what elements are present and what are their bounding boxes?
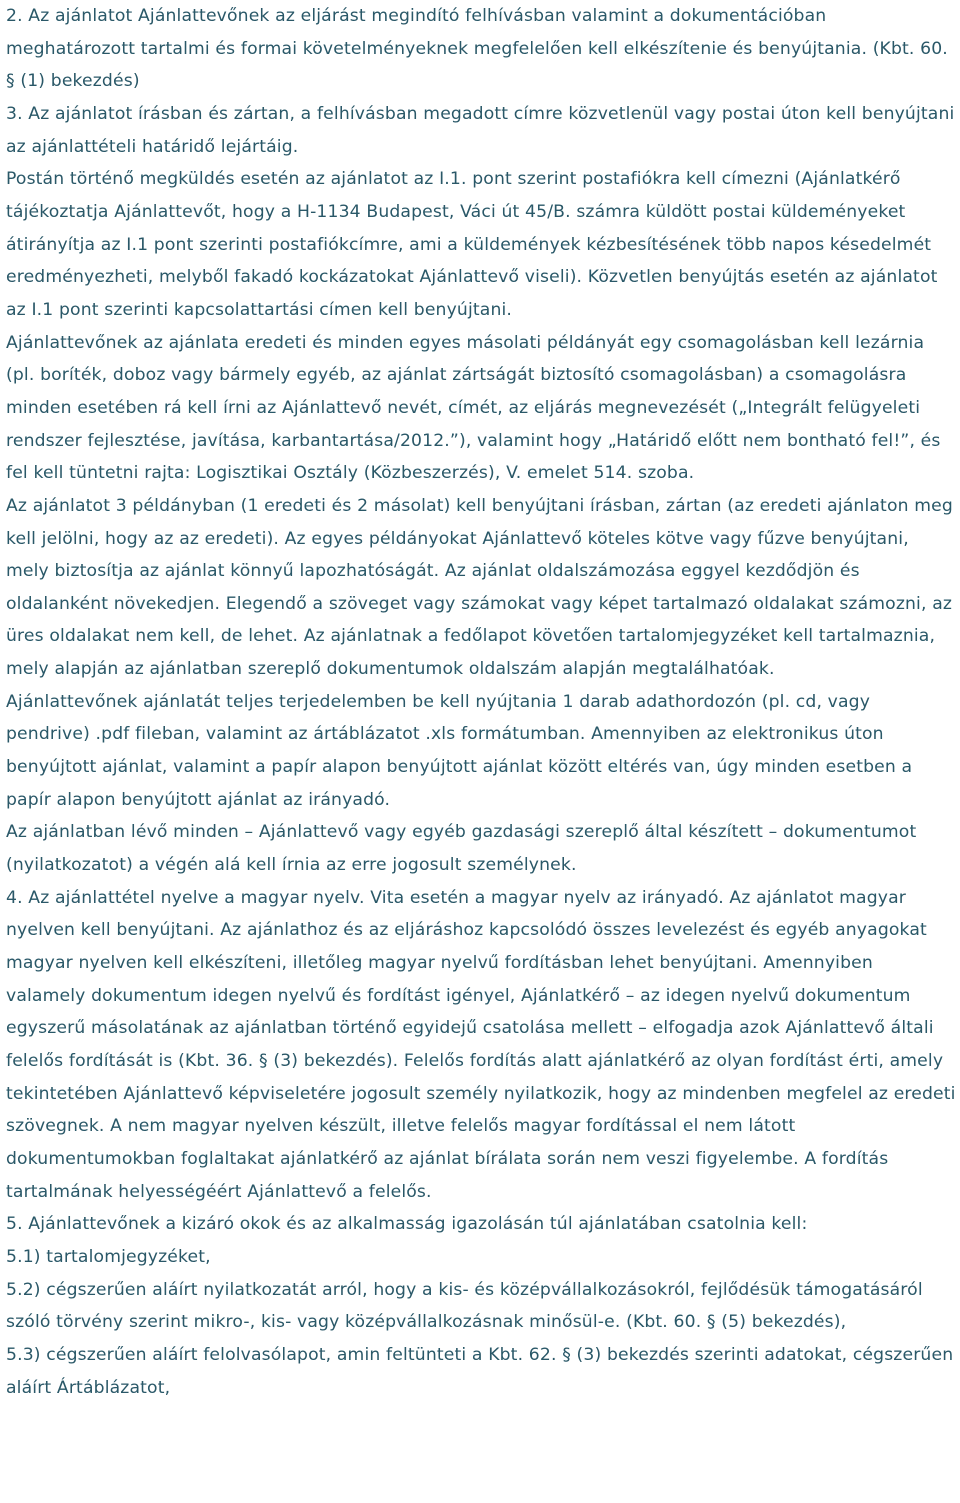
paragraph-6: Ajánlattevőnek ajánlatát teljes terjedelemben be kell nyújtania 1 darab adathordozón (pl. cd, vagy pendrive) .pdf fileban, valamint az ártáblázatot .xls formátumban. Amennyiben az elektronikus úton benyújtott ajánlat, valamint a papír alapon benyújtott ajánlat között eltérés van, úgy minden esetben a papír alapon benyújtott ajánlat az irányadó.	[6, 691, 913, 810]
paragraph-3: Postán történő megküldés esetén az ajánlatot az I.1. pont szerint postafiókra kell címezni (Ajánlatkérő tájékoztatja Ajánlattevőt, hogy a H-1134 Budapest, Váci út 45/B. számra küldött postai küldeményeket átirányítja az I.1 pont szerinti postafiókcímre, ami a küldemények kézbesítésének több napos késedelmét eredményezheti, melyből fakadó kockázatokat Ajánlattevő viseli). Közvetlen benyújtás esetén az ajánlatot az I.1 pont szerinti kapcsolattartási címen kell benyújtani.	[6, 169, 938, 320]
paragraph-8: 4. Az ajánlattétel nyelve a magyar nyelv. Vita esetén a magyar nyelv az irányadó. Az ajánlatot magyar nyelven kell benyújtani. Az ajánlathoz és az eljáráshoz kapcsolódó összes levelezést és egyéb anyagokat magyar nyelven kell elkészíteni, illetőleg magyar nyelvű fordításban lehet benyújtani. Amennyiben valamely dokumentum idegen nyelvű és fordítást igényel, Ajánlatkérő – az idegen nyelvű dokumentum egyszerű másolatának az ajánlatban történő egyidejű csatolása mellett – elfogadja azok Ajánlattevő általi felelős fordítását is (Kbt. 36. § (3) bekezdés). Felelős fordítás alatt ajánlatkérő az olyan fordítást érti, amely tekintetében Ajánlattevő képviseletére jogosult személy nyilatkozik, hogy az mindenben megfelel az eredeti szövegnek. A nem magyar nyelven készült, illetve felelős magyar fordítással el nem látott dokumentumokban foglaltakat ajánlatkérő az ajánlat bírálata során nem veszi figyelembe. A fordítás tartalmának helyességéért Ajánlattevő a felelős.	[6, 887, 956, 1202]
document-body	[6, 0, 956, 1404]
paragraph-12: 5.3) cégszerűen aláírt felolvasólapot, amin feltünteti a Kbt. 62. § (3) bekezdés szerinti adatokat, cégszerűen aláírt Ártáblázatot,	[6, 1344, 954, 1398]
paragraph-4: Ajánlattevőnek az ajánlata eredeti és minden egyes másolati példányát egy csomagolásban kell lezárnia (pl. boríték, doboz vagy bármely egyéb, az ajánlat zártságát biztosító csomagolásban) a csomagolásra minden esetében rá kell írni az Ajánlattevő nevét, címét, az eljárás megnevezését („Integrált felügyeleti rendszer fejlesztése, javítása, karbantartása/2012.”), valamint hogy „Határidő előtt nem bontható fel!”, és fel kell tüntetni rajta: Logisztikai Osztály (Közbeszerzés), V. emelet 514. szoba.	[6, 332, 941, 484]
paragraph-5: Az ajánlatot 3 példányban (1 eredeti és 2 másolat) kell benyújtani írásban, zártan (az eredeti ajánlaton meg kell jelölni, hogy az az eredeti). Az egyes példányokat Ajánlattevő köteles kötve vagy fűzve benyújtani, mely biztosítja az ajánlat könnyű lapozhatóságát. Az ajánlat oldalszámozása eggyel kezdődjön és oldalanként növekedjen. Elegendő a szöveget vagy számokat vagy képet tartalmazó oldalakat számozni, az üres oldalakat nem kell, de lehet. Az ajánlatnak a fedőlapot követően tartalomjegyzéket kell tartalmaznia, mely alapján az ajánlatban szereplő dokumentumok oldalszám alapján megtalálhatóak.	[6, 495, 953, 680]
paragraph-10: 5.1) tartalomjegyzéket,	[6, 1246, 211, 1267]
paragraph-7: Az ajánlatban lévő minden – Ajánlattevő vagy egyéb gazdasági szereplő által készített – dokumentumot (nyilatkozatot) a végén alá kell írnia az erre jogosult személynek.	[6, 822, 917, 876]
paragraph-9: 5. Ajánlattevőnek a kizáró okok és az alkalmasság igazolásán túl ajánlatában csatolnia kell:	[6, 1214, 808, 1235]
paragraph-11: 5.2) cégszerűen aláírt nyilatkozatát arról, hogy a kis- és középvállalkozásokról, fejlődésük támogatásáról szóló törvény szerint mikro-, kis- vagy középvállalkozásnak minősül-e. (Kbt. 60. § (5) bekezdés),	[6, 1279, 923, 1333]
paragraph-2: 3. Az ajánlatot írásban és zártan, a felhívásban megadott címre közvetlenül vagy postai úton kell benyújtani az ajánlattételi határidő lejártáig.	[6, 103, 955, 157]
paragraph-1: 2. Az ajánlatot Ajánlattevőnek az eljárást megindító felhívásban valamint a dokumentációban meghatározott tartalmi és formai követelményeknek megfelelően kell elkészítenie és benyújtania. (Kbt. 60. § (1) bekezdés)	[6, 6, 948, 92]
